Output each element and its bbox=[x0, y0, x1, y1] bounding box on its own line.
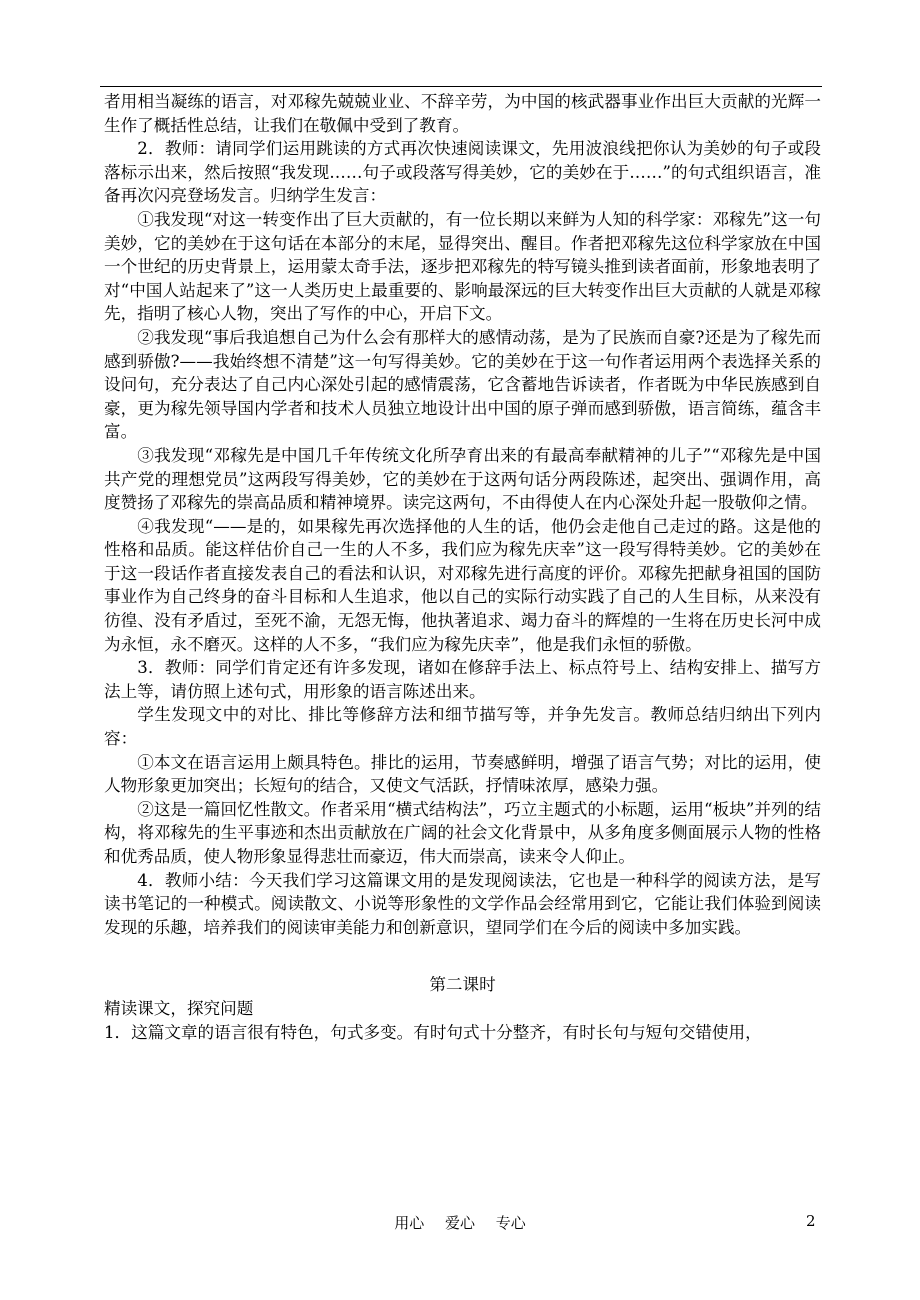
paragraph-finding-4: ④我发现“——是的，如果稼先再次选择他的人生的话，他仍会走他自己走过的路。这是他的性格和品质。能这样估价自己一生的人不多，我们应为稼先庆幸”这一段写得特美妙。它的美妙在于这一段话作者直接发表自己的看法和认识，对邓稼先进行高度的评价。邓稼先把献身祖国的国防事业作为自己终身的奋斗目标和人生追求，他以自己的实际行动实践了自己的人生目标，从来没有彷徨、没有矛盾过，至死不渝，无怨无悔，他执著追求、竭力奋斗的辉煌的一生将在历史长河中成为永恒，永不磨灭。这样的人不多，“我们应为稼先庆幸”，他是我们永恒的骄傲。 bbox=[104, 516, 821, 654]
page-footer bbox=[0, 1212, 920, 1236]
paragraph-finding-3: ③我发现“邓稼先是中国几千年传统文化所孕育出来的有最高奉献精神的儿子”“邓稼先是中国共产党的理想党员”这两段写得美妙，它的美妙在于这两句话分两段陈述，起突出、强调作用，高度赞扬了邓稼先的崇高品质和精神境界。读完这两句，不由得使人在内心深处升起一股敬仰之情。 bbox=[104, 445, 821, 513]
paragraph-summary-1: ①本文在语言运用上颇具特色。排比的运用，节奏感鲜明，增强了语言气势；对比的运用，使人物形象更加突出；长短句的结合，又使文气活跃，抒情味浓厚，感染力强。 bbox=[104, 752, 821, 796]
footer-motto-word: 专心 bbox=[495, 1214, 526, 1232]
section-heading: 精读课文，探究问题 bbox=[104, 998, 254, 1018]
document-body bbox=[104, 90, 821, 1044]
footer-motto-word: 用心 bbox=[394, 1214, 425, 1232]
question-1: 1．这篇文章的语言很有特色，句式多变。有时句式十分整齐，有时长句与短句交错使用， bbox=[104, 1022, 762, 1042]
page-number: 2 bbox=[806, 1212, 816, 1230]
section-spacer bbox=[104, 939, 821, 973]
paragraph-item-4: 4．教师小结：今天我们学习这篇课文用的是发现阅读法，它也是一种科学的阅读方法，是写读书笔记的一种模式。阅读散文、小说等形象性的文学作品会经常用到它，它能让我们体验到阅读发现的乐趣，培养我们的阅读审美能力和创新意识，望同学们在今后的阅读中多加实践。 bbox=[104, 870, 821, 937]
paragraph-item-3: 3．教师：同学们肯定还有许多发现，诸如在修辞手法上、标点符号上、结构安排上、描写方法上等，请仿照上述句式，用形象的语言陈述出来。 bbox=[104, 658, 821, 701]
paragraph-finding-1: ①我发现“对这一转变作出了巨大贡献的，有一位长期以来鲜为人知的科学家：邓稼先”这一句美妙，它的美妙在于这句话在本部分的末尾，显得突出、醒目。作者把邓稼先这位科学家放在中国一个世纪的历史背景上，运用蒙太奇手法，逐步把邓稼先的特写镜头推到读者面前，形象地表明了对“中国人站起来了”这一人类历史上最重要的、影响最深远的巨大转变作出巨大贡献的人就是邓稼先，指明了核心人物，突出了写作的中心，开启下文。 bbox=[104, 209, 821, 324]
paragraph-student-findings: 学生发现文中的对比、排比等修辞方法和细节描写等，并争先发言。教师总结归纳出下列内容： bbox=[104, 705, 821, 749]
footer-motto-word: 爱心 bbox=[444, 1214, 475, 1232]
paragraph-continuation: 者用相当凝练的语言，对邓稼先兢兢业业、不辞辛劳，为中国的核武器事业作出巨大贡献的光辉一生作了概括性总结，让我们在敬佩中受到了教育。 bbox=[104, 92, 821, 135]
paragraph-item-2: 2．教师：请同学们运用跳读的方式再次快速阅读课文，先用波浪线把你认为美妙的句子或段落标示出来，然后按照“我发现……句子或段落写得美妙，它的美妙在于……”的句式组织语言，准备再次闪亮登场发言。归纳学生发言： bbox=[104, 139, 821, 206]
header-rule bbox=[100, 86, 822, 87]
lesson-title: 第二课时 bbox=[429, 975, 496, 995]
paragraph-finding-2: ②我发现“事后我追想自己为什么会有那样大的感情动荡，是为了民族而自豪?还是为了稼先而感到骄傲?——我始终想不清楚”这一句写得美妙。它的美妙在于这一句作者运用两个表选择关系的设问句，充分表达了自己内心深处引起的感情震荡，它含蓄地告诉读者，作者既为中华民族感到自豪，更为稼先领导国内学者和技术人员独立地设计出中国的原子弹而感到骄傲，语言简练，蕴含丰富。 bbox=[104, 327, 821, 442]
paragraph-summary-2: ②这是一篇回忆性散文。作者采用“横式结构法”，巧立主题式的小标题，运用“板块”并列的结构，将邓稼先的生平事迹和杰出贡献放在广阔的社会文化背景中，从多角度多侧面展示人物的性格和优秀品质，使人物形象显得悲壮而豪迈，伟大而崇高，读来令人仰止。 bbox=[104, 799, 821, 866]
footer-motto bbox=[0, 1212, 920, 1233]
